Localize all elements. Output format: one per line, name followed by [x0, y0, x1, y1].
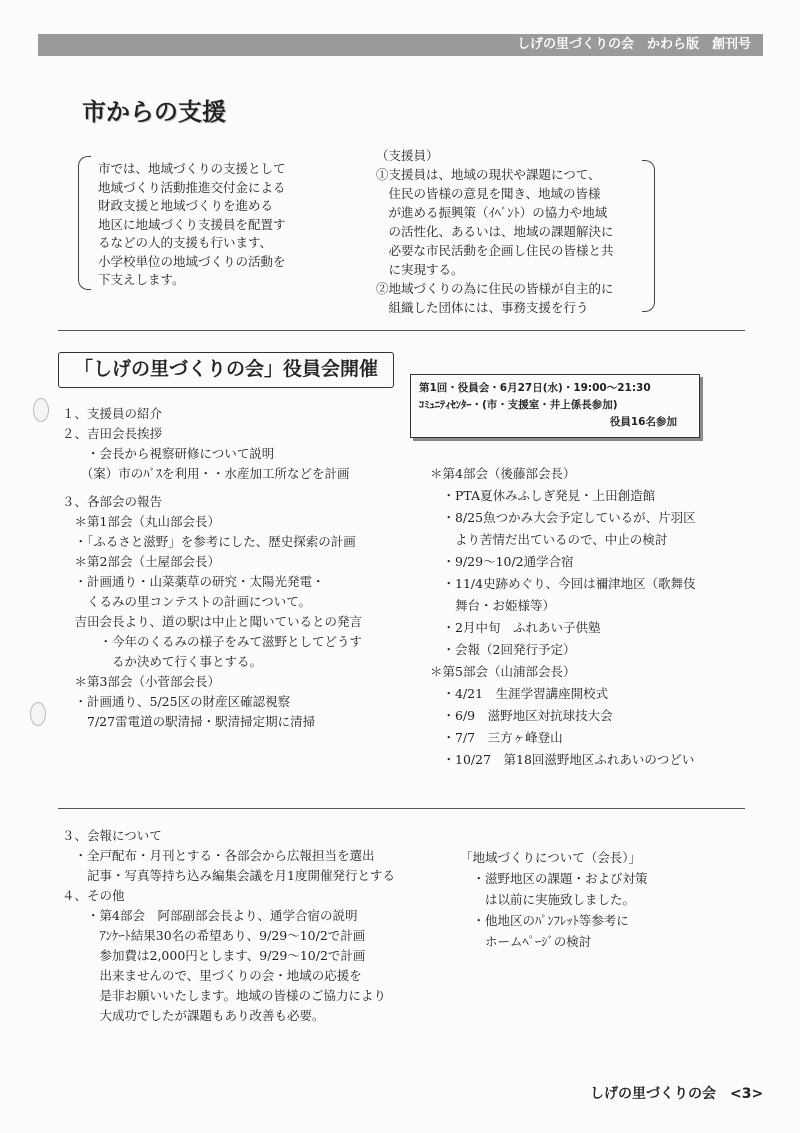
text-line: 記事・写真等持ち込み編集会議を月1度開催発行とする: [62, 868, 395, 883]
page-header: しげの里づくりの会 かわら版 創刊号: [38, 34, 763, 56]
text-line: るなどの人的支援も行います、: [98, 235, 273, 250]
text-line: ①支援員は、地域の現状や課題につて、: [376, 167, 601, 182]
text-line: ・計画通り・山菜薬草の研究・太陽光発電・: [62, 574, 325, 589]
text-line: 是非お願いいたします。地域の皆様のご協力により: [62, 988, 387, 1003]
section-title-city-support: 市からの支援: [82, 98, 226, 126]
text-line: ＊第2部会（土屋部会長）: [62, 554, 220, 569]
text-line: ・9/29～10/2通学合宿: [430, 554, 574, 569]
text-line: 財政支援と地域づくりを進める: [98, 198, 274, 213]
meeting-title: 「しげの里づくりの会」役員会開催: [58, 352, 394, 388]
text-line: ・計画通り、5/25区の財産区確認視察: [62, 694, 291, 709]
text-line: ３、会報について: [62, 828, 162, 843]
text-line: 吉田会長より、道の駅は中止と聞いているとの発言: [62, 614, 363, 629]
text-line: ・第4部会 阿部副部会長より、通学合宿の説明: [62, 908, 358, 923]
text-line: ・4/21 生涯学習講座開校式: [430, 686, 609, 701]
text-line: に実現する。: [376, 262, 464, 277]
text-line: ４、その他: [62, 888, 125, 903]
text-line: 組織した団体には、事務支援を行う: [376, 300, 589, 315]
text-line: ３、各部会の報告: [62, 494, 163, 509]
text-line: ・11/4史跡めぐり、今回は禰津地区（歌舞伎: [430, 576, 696, 591]
meeting-info-box: [410, 374, 700, 438]
text-line: 小学校単位の地域づくりの活動を: [98, 253, 286, 269]
text-line: ＊第4部会（後藤部会長）: [430, 466, 576, 481]
text-line: 7/27雷電道の駅清掃・駅清掃定期に清掃: [62, 714, 316, 729]
meeting-agenda-right: [430, 463, 696, 771]
bracket-right: [642, 160, 655, 312]
text-line: ・「ふるさと滋野」を参考にした、歴史探索の計画: [62, 534, 356, 549]
text-line: ・会報（2回発行予定）: [430, 642, 576, 657]
text-line: るか決めて行く事とする。: [62, 654, 263, 669]
text-line: より苦情だ出ているので、中止の検討: [430, 532, 668, 547]
text-line: 地区に地域づくり支援員を配置す: [98, 216, 286, 232]
text-line: ｱﾝｹｰﾄ結果30名の希望あり、9/29～10/2で計画: [62, 928, 366, 943]
text-line: 大成功でしたが課題もあり改善も必要。: [62, 1008, 325, 1023]
text-line: 出来ませんので、里づくりの会・地域の応援を: [62, 968, 362, 983]
binder-hole: [30, 702, 46, 726]
text-line: 市では、地域づくりの支援として: [98, 161, 286, 176]
text-line: １、支援員の紹介: [62, 406, 163, 421]
text-line: ・6/9 滋野地区対抗球技大会: [430, 708, 613, 723]
support-description: [98, 160, 328, 290]
newsletter-and-other-section: [62, 826, 395, 1026]
text-line: は以前に実施致しました。: [460, 892, 636, 907]
text-line: 必要な市民活動を企画し住民の皆様と共: [376, 243, 614, 258]
text-line: 舞台・お姫様等）: [430, 598, 556, 613]
text-line: ・他地区のﾊﾟﾝﾌﾚｯﾄ等参考に: [460, 913, 629, 928]
text-line: ・2月中旬 ふれあい子供塾: [430, 620, 601, 635]
text-line: ・今年のくるみの様子をみて滋野としてどうす: [62, 634, 363, 649]
text-line: の活性化、あるいは、地域の課題解決に: [376, 224, 614, 239]
binder-hole: [33, 398, 49, 422]
divider: [58, 330, 745, 331]
text-line: 参加費は2,000円とします、9/29～10/2で計画: [62, 948, 366, 963]
meeting-info-line: 第1回・役員会・6月27日(水)・19:00～21:30: [419, 382, 651, 394]
bracket-left: [78, 156, 91, 290]
text-line: ２、吉田会長挨拶: [62, 426, 163, 441]
text-line: ・会長から視察研修について説明: [62, 446, 275, 461]
meeting-agenda-left: [62, 404, 362, 732]
community-development-note: [460, 847, 648, 952]
text-line: 「地域づくりについて（会長）」: [460, 850, 642, 865]
text-line: ・PTA夏休みふしぎ発見・上田創造館: [430, 488, 656, 503]
text-line: （案）市のﾊﾞｽを利用・・水産加工所などを計画: [62, 466, 350, 481]
text-line: ＊第1部会（丸山部会長）: [62, 514, 220, 529]
support-staff-description: [376, 146, 614, 317]
text-line: ＊第3部会（小菅部会長）: [62, 674, 220, 689]
text-line: ・8/25魚つかみ大会予定しているが、片羽区: [430, 510, 696, 525]
text-line: （支援員）: [376, 148, 439, 163]
text-line: 地域づくり活動推進交付金による: [98, 179, 286, 195]
divider: [58, 808, 745, 809]
text-line: ・滋野地区の課題・および対策: [460, 871, 648, 886]
text-line: ・10/27 第18回滋野地区ふれあいのつどい: [430, 752, 695, 767]
text-line: 住民の皆様の意見を聞き、地域の皆様: [376, 186, 601, 201]
text-line: 下支えします。: [98, 272, 185, 287]
meeting-info-line: ｺﾐｭﾆﾃｨｾﾝﾀｰ・(市・支援室・井上係長参加): [419, 399, 618, 411]
text-line: ・7/7 三方ヶ峰登山: [430, 730, 563, 745]
text-line: ②地域づくりの為に住民の皆様が自主的に: [376, 281, 614, 296]
meeting-info-line: 役員16名参加: [609, 416, 677, 428]
text-line: ホームﾍﾟｰｼﾞの検討: [460, 934, 592, 949]
page-footer: しげの里づくりの会 <3>: [590, 1086, 764, 1102]
text-line: ＊第5部会（山浦部会長）: [430, 664, 576, 679]
text-line: が進める振興策（ｲﾍﾞﾝﾄ）の協力や地域: [376, 205, 608, 220]
text-line: くるみの里コンテストの計画について。: [62, 594, 312, 609]
text-line: ・全戸配布・月刊とする・各部会から広報担当を選出: [62, 848, 375, 863]
